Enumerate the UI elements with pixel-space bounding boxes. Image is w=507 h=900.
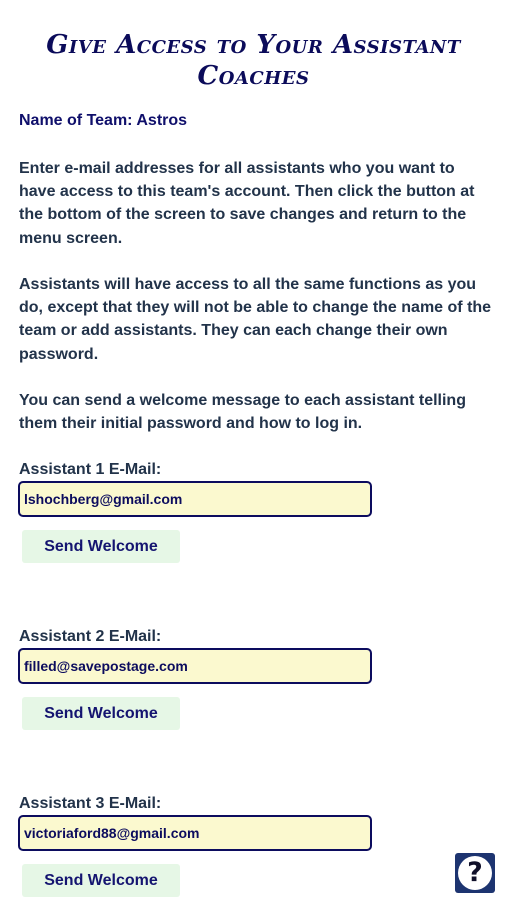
send-welcome-1-button[interactable]: Send Welcome (22, 530, 180, 563)
assistant-1-email-label: Assistant 1 E-Mail: (19, 461, 162, 478)
instructions-paragraph-1: Enter e-mail addresses for all assistants who you want to have access to this team's account. Then click the button at the bottom of the screen to save changes and return to the menu screen. (19, 160, 475, 247)
assistant-3-email-field[interactable] (18, 815, 372, 851)
instructions-paragraph-2: Assistants will have access to all the same functions as you do, except that they will not be able to change the name of the team or add assistants. They can each change their own password. (19, 276, 492, 363)
assistant-2-email-label: Assistant 2 E-Mail: (19, 628, 162, 645)
team-name: Astros (136, 112, 188, 129)
page-title: Give Access to Your Assistant Coaches (46, 30, 461, 91)
question-mark-icon: ? (458, 856, 492, 890)
instructions-paragraph-3: You can send a welcome message to each assistant telling them their initial password and how to log in. (19, 392, 466, 433)
assistant-2-email-field[interactable] (18, 648, 372, 684)
help-button[interactable] (455, 853, 495, 893)
send-welcome-3-button[interactable]: Send Welcome (22, 864, 180, 897)
assistant-3-email-label: Assistant 3 E-Mail: (19, 795, 162, 812)
team-name-row (19, 111, 187, 131)
team-label: Name of Team: (19, 112, 133, 129)
send-welcome-2-button[interactable]: Send Welcome (22, 697, 180, 730)
assistant-1-email-field[interactable] (18, 481, 372, 517)
